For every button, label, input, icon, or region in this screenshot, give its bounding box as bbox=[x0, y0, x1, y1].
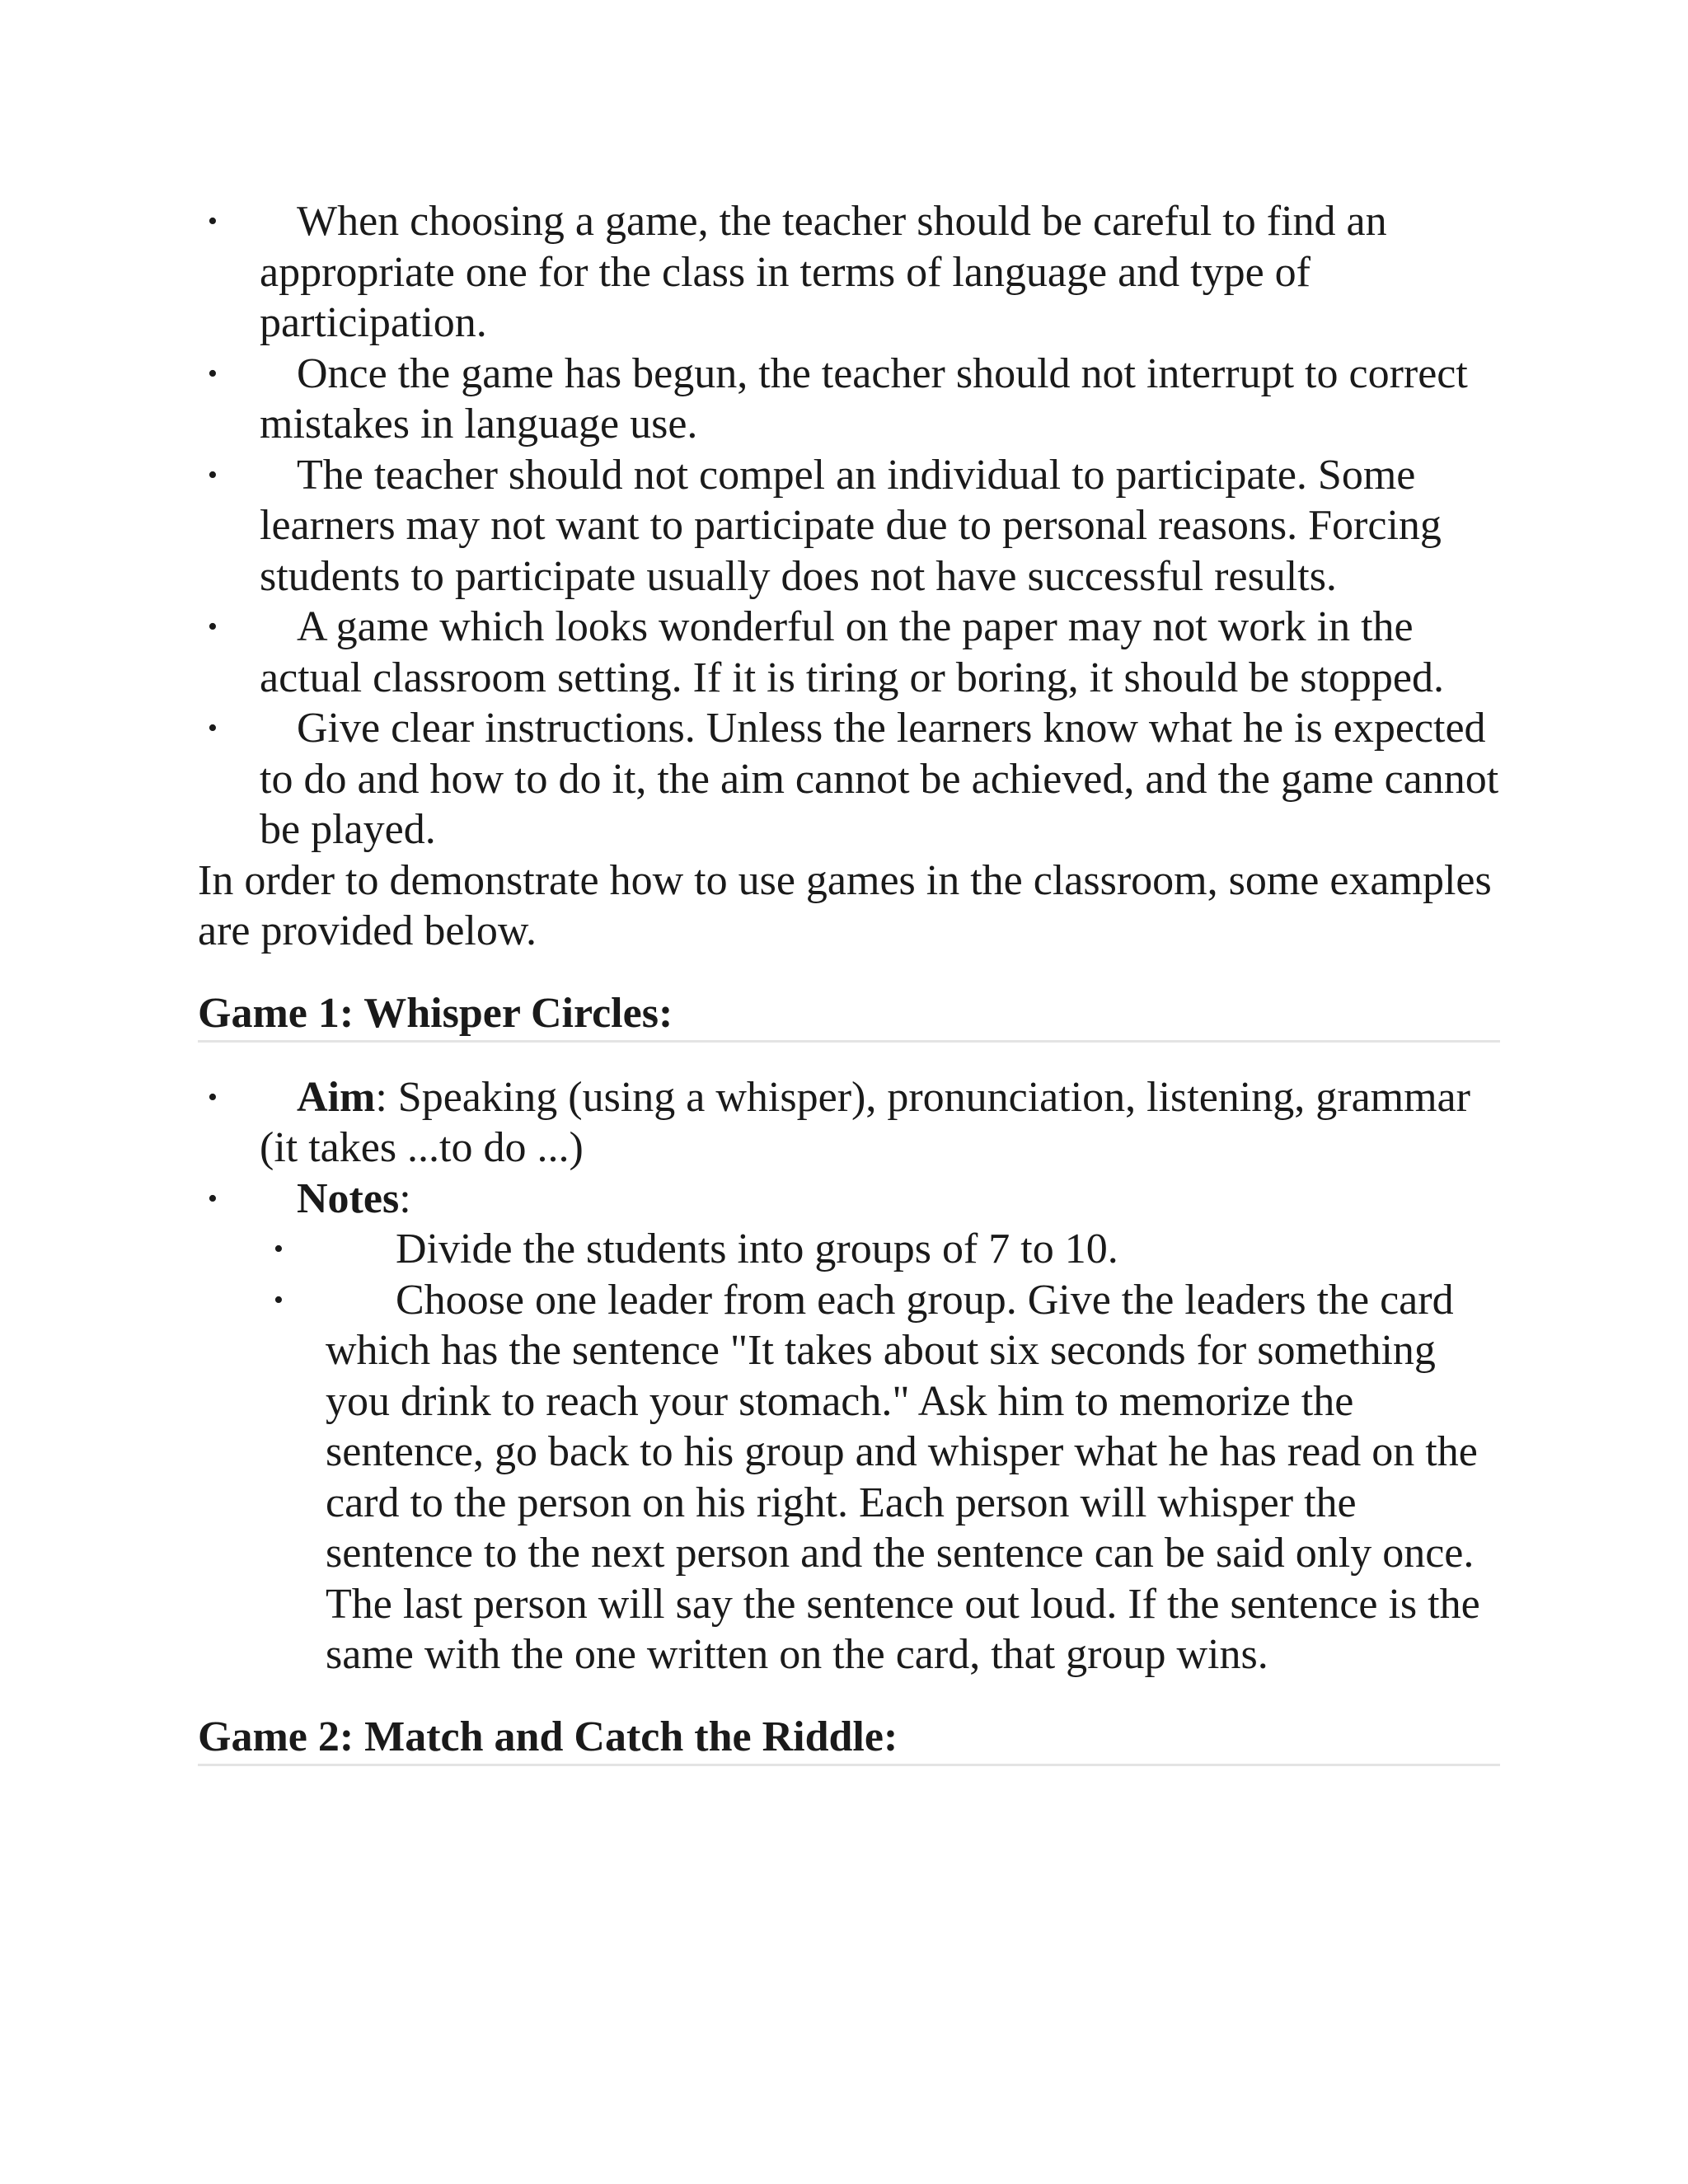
list-item bbox=[198, 703, 1500, 855]
notes-colon: : bbox=[399, 1174, 411, 1222]
game1-notes-item bbox=[198, 1174, 1500, 1225]
list-item-text: A game which looks wonderful on the paper may not work in the actual classroom setting. If it is tiring or boring, it should be stopped. bbox=[260, 603, 1445, 701]
game1-heading: Game 1: Whisper Circles: bbox=[198, 988, 1500, 1043]
document-page bbox=[198, 196, 1500, 1766]
list-item bbox=[198, 450, 1500, 602]
list-item-text: Give clear instructions. Unless the learners know what he is expected to do and how to do it, the aim cannot be achieved, and the game cannot be played. bbox=[260, 705, 1499, 853]
list-item bbox=[198, 1275, 1500, 1680]
aim-label: Aim bbox=[297, 1073, 376, 1121]
list-item bbox=[198, 196, 1500, 349]
game1-details-list bbox=[198, 1072, 1500, 1225]
list-item-text: Choose one leader from each group. Give the leaders the card which has the sentence "It takes about six seconds for something you drink to reach your stomach." Ask him to memorize the sentence, go back to his group and whisper what he has read on the card to the person on his right. Each person will whisper the sentence to the next person and the sentence can be said only once. The last person will say the sentence out loud. If the sentence is the same with the one written on the card, that group wins. bbox=[326, 1276, 1480, 1678]
list-item-text: Divide the students into groups of 7 to 10. bbox=[396, 1226, 1118, 1272]
guidelines-list bbox=[198, 196, 1500, 855]
list-item bbox=[198, 602, 1500, 703]
game2-heading: Game 2: Match and Catch the Riddle: bbox=[198, 1712, 1500, 1766]
transition-paragraph: In order to demonstrate how to use games in the classroom, some examples are provided below. bbox=[198, 856, 1492, 954]
game1-aim-item bbox=[198, 1072, 1500, 1174]
game1-notes-list bbox=[198, 1224, 1500, 1680]
aim-text: : Speaking (using a whisper), pronunciation, listening, grammar (it takes ...to do ...) bbox=[260, 1073, 1470, 1171]
list-item-text: When choosing a game, the teacher should be careful to find an appropriate one for the class in terms of language and type of participation. bbox=[260, 198, 1387, 346]
list-item-text: Once the game has begun, the teacher should not interrupt to correct mistakes in language use. bbox=[260, 349, 1468, 448]
list-item-text: The teacher should not compel an individual to participate. Some learners may not want to participate due to personal reasons. Forcing students to participate usually does not have successful results. bbox=[260, 451, 1442, 600]
notes-label: Notes bbox=[297, 1174, 400, 1222]
list-item bbox=[198, 1224, 1500, 1275]
list-item bbox=[198, 349, 1500, 450]
